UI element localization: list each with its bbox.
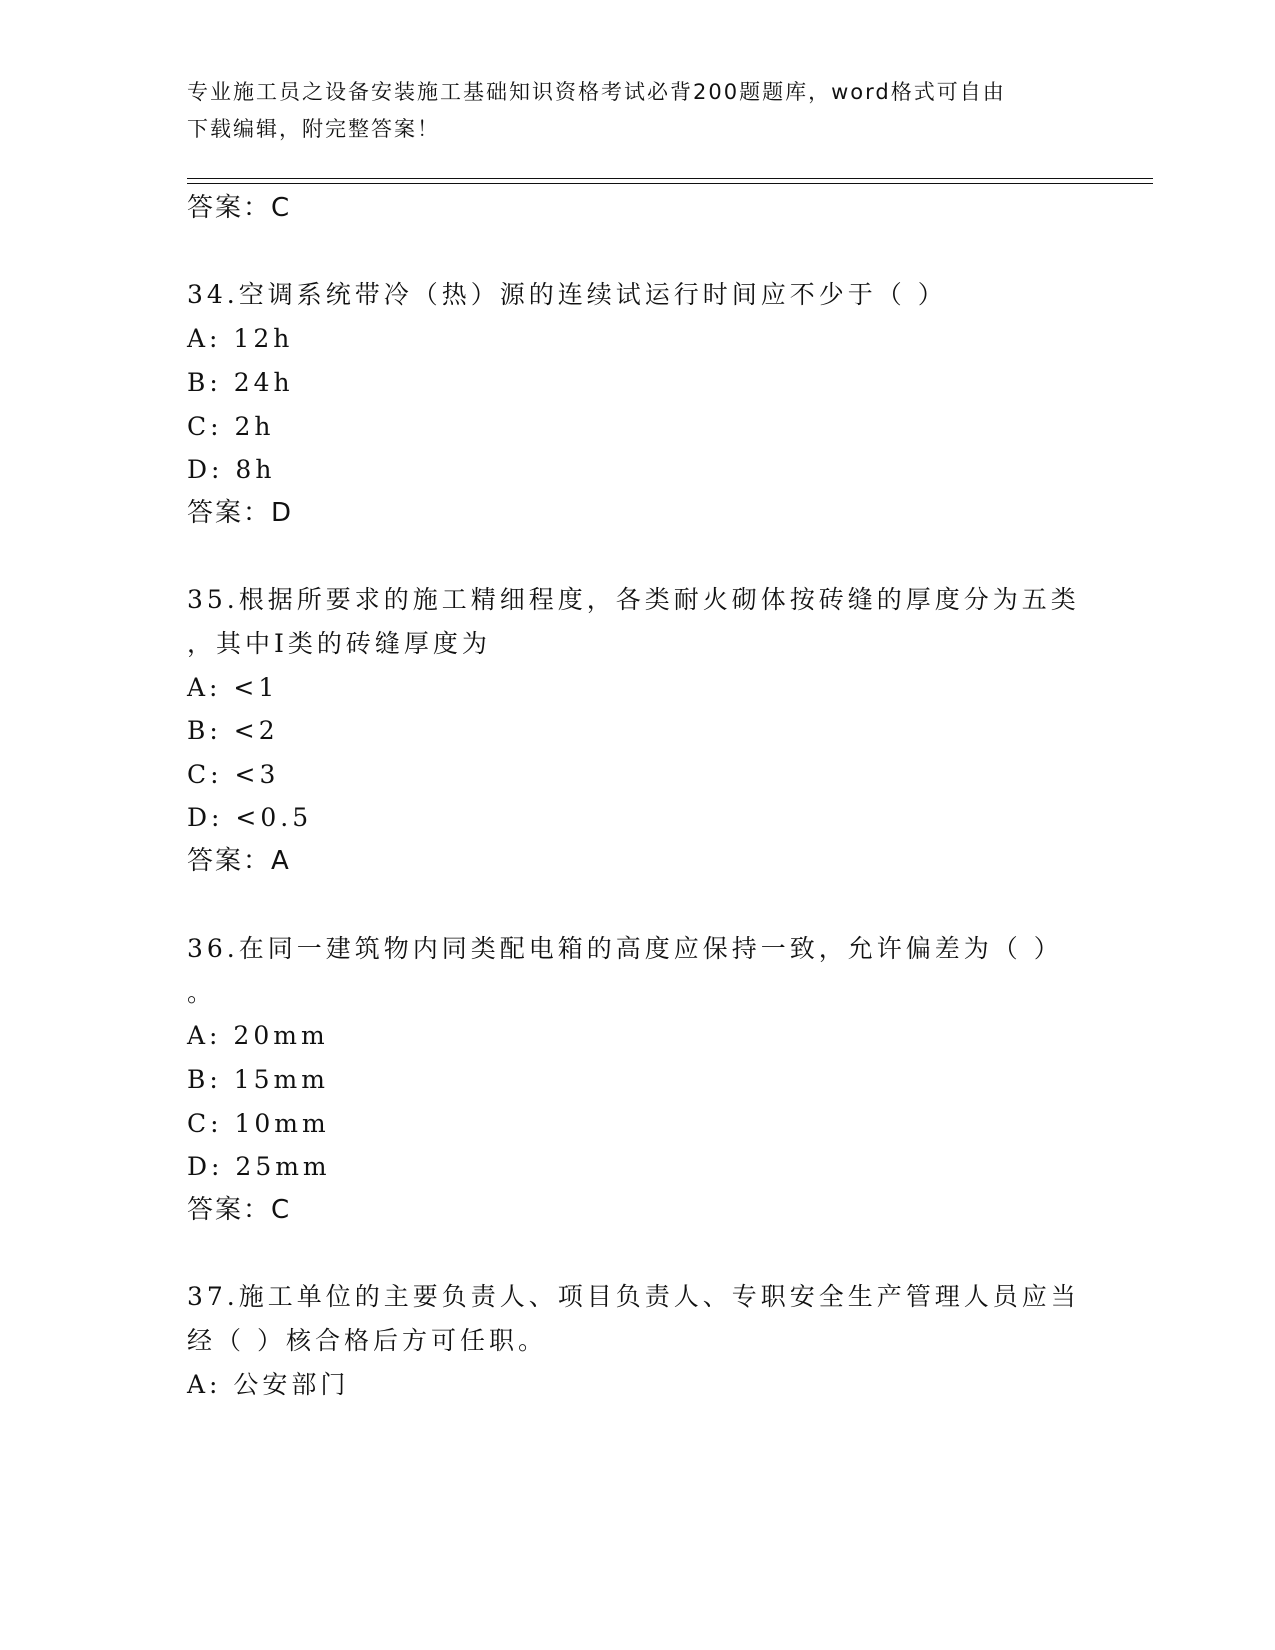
question-35-text-line-1: 35.根据所要求的施工精细程度，各类耐火砌体按砖缝的厚度分为五类 xyxy=(187,585,1080,614)
answer-label: 答案：C xyxy=(187,193,292,223)
question-35-answer: 答案：A xyxy=(187,846,291,876)
question-34-option-d: D: 8h xyxy=(187,455,276,484)
question-35-option-c: C: <3 xyxy=(187,760,280,789)
question-36-text-line-1: 36.在同一建筑物内同类配电箱的高度应保持一致，允许偏差为（ ） xyxy=(187,934,1063,963)
question-34-option-b: B: 24h xyxy=(187,368,294,397)
question-34-answer: 答案：D xyxy=(187,498,294,528)
question-37-option-a: A: 公安部门 xyxy=(187,1370,350,1399)
question-34-option-c: C: 2h xyxy=(187,412,275,441)
question-36-option-b: B: 15mm xyxy=(187,1065,329,1094)
question-36-option-a: A: 20mm xyxy=(187,1021,329,1050)
header-line-1: 专业施工员之设备安装施工基础知识资格考试必背200题题库，word格式可自由 xyxy=(187,80,1006,104)
question-35-text-line-2: ，其中Ⅰ类的砖缝厚度为 xyxy=(187,629,491,658)
question-35-option-d: D: <0.5 xyxy=(187,803,313,832)
header-divider-bottom xyxy=(187,183,1153,184)
question-35-option-a: A: <1 xyxy=(187,673,279,702)
question-36-option-d: D: 25mm xyxy=(187,1152,331,1181)
header-line-2: 下载编辑，附完整答案！ xyxy=(187,117,440,141)
question-36-answer: 答案：C xyxy=(187,1195,292,1225)
document-header xyxy=(187,74,1087,148)
question-37-text-line-2: 经（ ）核合格后方可任职。 xyxy=(187,1326,547,1355)
header-divider-top xyxy=(187,178,1153,179)
question-34-text: 34.空调系统带冷（热）源的连续试运行时间应不少于（ ） xyxy=(187,280,947,309)
question-37-text-line-1: 37.施工单位的主要负责人、项目负责人、专职安全生产管理人员应当 xyxy=(187,1282,1080,1311)
question-35-option-b: B: <2 xyxy=(187,716,279,745)
question-36-text-line-2: 。 xyxy=(187,978,217,1007)
question-34-option-a: A: 12h xyxy=(187,324,294,353)
question-36-option-c: C: 10mm xyxy=(187,1109,330,1138)
